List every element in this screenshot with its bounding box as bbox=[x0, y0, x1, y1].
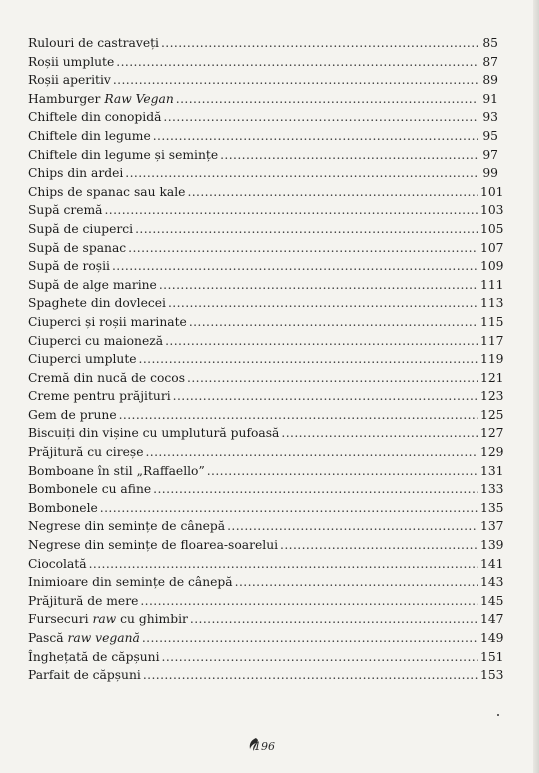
toc-entry-title-italic: Raw Vegan bbox=[104, 91, 174, 106]
dot-leader bbox=[140, 592, 478, 611]
toc-entry-title-text: Chips de spanac sau kale bbox=[28, 184, 186, 199]
toc-entry-title-text: Înghețată de căpșuni bbox=[28, 649, 160, 664]
toc-entry-title-text: Ciuperci și roșii marinate bbox=[28, 314, 187, 329]
toc-entry-title bbox=[28, 406, 117, 425]
toc-entry-page: 143 bbox=[480, 575, 504, 590]
toc-entry-page: 147 bbox=[480, 612, 504, 627]
toc-entry[interactable] bbox=[28, 499, 504, 518]
toc-entry-title-text: Bomboane în stil „Raffaello” bbox=[28, 463, 205, 478]
toc-entry-page: 135 bbox=[480, 500, 504, 515]
toc-entry-title-text: Ciuperci umplute bbox=[28, 352, 137, 367]
toc-entry[interactable] bbox=[28, 536, 504, 555]
toc-entry-title bbox=[28, 276, 157, 295]
toc-entry-title bbox=[28, 127, 151, 146]
toc-entry[interactable] bbox=[28, 183, 504, 202]
toc-entry[interactable] bbox=[28, 462, 504, 481]
dot-leader bbox=[190, 610, 478, 629]
dot-leader bbox=[227, 517, 478, 536]
toc-entry-page: 87 bbox=[482, 54, 498, 69]
toc-entry-page: 123 bbox=[480, 389, 504, 404]
dot-leader bbox=[176, 90, 478, 109]
toc-entry-title bbox=[28, 648, 160, 667]
toc-entry-page: 149 bbox=[480, 631, 504, 645]
toc-entry-page: 105 bbox=[480, 221, 504, 236]
toc-entry-title-text: Spaghete din dovlecei bbox=[28, 296, 166, 311]
toc-entry-title-text: Supă de roșii bbox=[28, 259, 110, 274]
toc-entry[interactable] bbox=[28, 369, 504, 388]
toc-entry-page: 153 bbox=[480, 668, 504, 683]
toc-entry-title bbox=[28, 146, 218, 165]
toc-entry-title bbox=[28, 183, 185, 202]
toc-entry-page: 91 bbox=[482, 91, 498, 106]
toc-entry-title-text: Bombonele bbox=[28, 500, 98, 515]
toc-entry-page: 137 bbox=[480, 519, 504, 534]
dot-leader bbox=[187, 369, 478, 388]
toc-entry-title-text: Creme pentru prăjituri bbox=[28, 389, 171, 404]
toc-entry-title-text: Roșii aperitiv bbox=[28, 73, 111, 88]
toc-entry-title-text: Pască bbox=[28, 631, 68, 645]
toc-entry[interactable] bbox=[28, 239, 504, 258]
toc-entry-title bbox=[28, 499, 98, 518]
toc-entry-title-text: Supă de ciuperci bbox=[28, 221, 134, 236]
toc-entry-title bbox=[28, 666, 141, 685]
toc-entry-title-text: Fursecuri bbox=[28, 612, 93, 627]
dot-leader bbox=[146, 443, 479, 462]
toc-entry[interactable] bbox=[28, 276, 504, 295]
toc-entry-title bbox=[28, 239, 126, 258]
toc-entry-page: 95 bbox=[482, 128, 498, 143]
toc-entry[interactable] bbox=[28, 350, 504, 369]
toc-entry-title-text: Prăjitură cu cireșe bbox=[28, 445, 144, 460]
dot-leader bbox=[119, 406, 478, 425]
table-of-contents bbox=[28, 34, 504, 685]
page-edge-shadow bbox=[533, 0, 539, 773]
dot-leader bbox=[125, 164, 478, 183]
toc-entry-page: 131 bbox=[480, 463, 504, 478]
toc-entry-title bbox=[28, 424, 279, 443]
toc-entry[interactable] bbox=[28, 573, 504, 592]
toc-entry-page: 89 bbox=[482, 73, 498, 88]
toc-entry-title bbox=[28, 201, 103, 220]
dot-leader bbox=[163, 108, 478, 127]
toc-entry[interactable] bbox=[28, 127, 498, 146]
toc-entry[interactable] bbox=[28, 555, 504, 574]
dot-leader bbox=[139, 350, 478, 369]
toc-entry[interactable] bbox=[28, 517, 504, 536]
toc-entry-page: 107 bbox=[480, 240, 504, 255]
toc-entry[interactable] bbox=[28, 406, 504, 425]
toc-entry-title bbox=[28, 536, 278, 555]
toc-entry-title bbox=[28, 313, 187, 332]
toc-entry[interactable] bbox=[28, 610, 504, 629]
dot-leader bbox=[135, 220, 478, 239]
toc-entry-title-text: Ciuperci cu maioneză bbox=[28, 333, 164, 348]
dot-leader bbox=[162, 648, 478, 667]
toc-entry-page: 115 bbox=[480, 314, 504, 329]
toc-entry[interactable] bbox=[28, 424, 504, 443]
toc-entry-page: 113 bbox=[480, 296, 504, 311]
toc-entry-title bbox=[28, 332, 163, 351]
dot-leader bbox=[143, 666, 478, 685]
toc-entry-title bbox=[28, 480, 151, 499]
toc-entry-page: 121 bbox=[480, 370, 504, 385]
dot-leader bbox=[189, 313, 478, 332]
toc-entry-title-text: Negrese din semințe de floarea-soarelui bbox=[28, 538, 279, 553]
toc-entry-title bbox=[28, 629, 140, 648]
toc-entry-title bbox=[28, 369, 185, 388]
toc-entry-page: 97 bbox=[482, 147, 498, 162]
toc-entry-title-text: Negrese din semințe de cânepă bbox=[28, 519, 226, 534]
toc-entry[interactable] bbox=[28, 108, 498, 127]
toc-entry-page: 133 bbox=[480, 482, 504, 497]
toc-entry-title bbox=[28, 387, 171, 406]
toc-entry-title-text: Rulouri de castraveți bbox=[28, 36, 159, 50]
toc-entry-title bbox=[28, 573, 233, 592]
dot-leader bbox=[89, 555, 478, 574]
toc-entry-page: 111 bbox=[480, 277, 504, 292]
toc-entry-title bbox=[28, 350, 137, 369]
toc-entry[interactable] bbox=[28, 71, 498, 90]
toc-entry[interactable] bbox=[28, 34, 498, 53]
toc-entry-title bbox=[28, 555, 87, 574]
toc-entry-title-text: Cremă din nucă de cocos bbox=[28, 370, 186, 385]
toc-entry-title-text: Supă de alge marine bbox=[28, 277, 157, 292]
toc-entry-title-text: Chiftele din legume și semințe bbox=[28, 147, 219, 162]
toc-entry[interactable] bbox=[28, 592, 504, 611]
toc-entry[interactable] bbox=[28, 257, 504, 276]
toc-entry-page: 109 bbox=[480, 259, 504, 274]
dot-leader bbox=[116, 53, 478, 72]
toc-entry-title bbox=[28, 220, 133, 239]
toc-entry-title bbox=[28, 610, 188, 629]
toc-entry-title-text: cu ghimbir bbox=[116, 612, 188, 627]
toc-entry-title-text: Biscuiți din vișine cu umplutură pufoasă bbox=[28, 426, 280, 441]
page-number: 196 bbox=[254, 740, 275, 753]
toc-entry[interactable] bbox=[28, 480, 504, 499]
toc-entry-page: 93 bbox=[482, 110, 498, 125]
toc-entry-page: 103 bbox=[480, 203, 504, 218]
dot-leader bbox=[153, 480, 478, 499]
toc-entry-title bbox=[28, 53, 114, 72]
dot-leader bbox=[153, 127, 478, 146]
toc-entry[interactable] bbox=[28, 332, 504, 351]
toc-entry[interactable] bbox=[28, 90, 498, 109]
toc-entry-title-text: Prăjitură de mere bbox=[28, 593, 139, 608]
toc-entry-title bbox=[28, 108, 161, 127]
toc-entry-page: 99 bbox=[482, 166, 498, 181]
toc-entry-title-text: Chiftele din legume bbox=[28, 128, 151, 143]
toc-entry-title bbox=[28, 294, 166, 313]
toc-entry-title bbox=[28, 34, 159, 53]
toc-entry-title bbox=[28, 517, 225, 536]
toc-entry-page: 151 bbox=[480, 649, 504, 664]
toc-entry-page: 117 bbox=[480, 333, 504, 348]
toc-entry-title-text: Inimioare din semințe de cânepă bbox=[28, 575, 233, 590]
toc-entry-title-text: Ciocolată bbox=[28, 556, 87, 571]
toc-entry-title-italic: raw bbox=[92, 612, 117, 627]
dot-leader bbox=[161, 34, 478, 53]
dot-leader bbox=[105, 201, 479, 220]
toc-entry[interactable] bbox=[28, 146, 498, 165]
dot-leader bbox=[128, 239, 478, 258]
toc-entry[interactable] bbox=[28, 629, 504, 648]
toc-entry-title-text: Gem de prune bbox=[28, 407, 117, 422]
toc-entry[interactable] bbox=[28, 313, 504, 332]
dot-leader bbox=[165, 332, 478, 351]
toc-entry[interactable] bbox=[28, 220, 504, 239]
toc-entry-page: 85 bbox=[482, 36, 498, 50]
dot-leader bbox=[100, 499, 478, 518]
toc-entry-title bbox=[28, 71, 111, 90]
toc-entry-page: 145 bbox=[480, 593, 504, 608]
toc-entry[interactable] bbox=[28, 648, 504, 667]
dot-leader bbox=[187, 183, 478, 202]
toc-entry[interactable] bbox=[28, 201, 504, 220]
toc-entry-title-text: Supă de spanac bbox=[28, 240, 127, 255]
dot-leader bbox=[235, 573, 478, 592]
toc-entry-page: 101 bbox=[480, 184, 504, 199]
toc-entry[interactable] bbox=[28, 294, 504, 313]
toc-entry-title-text: Chiftele din conopidă bbox=[28, 110, 162, 125]
toc-entry-title bbox=[28, 592, 138, 611]
toc-entry-page: 127 bbox=[480, 426, 504, 441]
toc-entry-title bbox=[28, 90, 174, 109]
toc-entry-page: 129 bbox=[480, 445, 504, 460]
toc-entry[interactable] bbox=[28, 53, 498, 72]
dot-leader bbox=[142, 629, 478, 648]
toc-entry-page: 119 bbox=[480, 352, 504, 367]
toc-entry[interactable] bbox=[28, 443, 504, 462]
toc-entry[interactable] bbox=[28, 164, 498, 183]
toc-entry-title-text: Supă cremă bbox=[28, 203, 103, 218]
dot-leader bbox=[220, 146, 478, 165]
dot-leader bbox=[112, 257, 478, 276]
toc-entry-title-italic: raw vegană bbox=[67, 631, 140, 645]
dot-leader bbox=[168, 294, 478, 313]
dot-leader bbox=[280, 536, 478, 555]
toc-entry[interactable] bbox=[28, 387, 504, 406]
toc-entry-title bbox=[28, 164, 123, 183]
dot-leader bbox=[159, 276, 478, 295]
toc-entry-title-text: Parfait de căpșuni bbox=[28, 668, 141, 683]
toc-entry-title-text: Chips din ardei bbox=[28, 166, 124, 181]
dot-leader bbox=[281, 424, 478, 443]
toc-entry-title bbox=[28, 462, 205, 481]
toc-entry-page: 141 bbox=[480, 556, 504, 571]
toc-entry-title-text: Bombonele cu afine bbox=[28, 482, 152, 497]
dot-leader bbox=[113, 71, 478, 90]
toc-entry-page: 139 bbox=[480, 538, 504, 553]
paper-speck bbox=[497, 714, 499, 716]
toc-entry-title bbox=[28, 257, 110, 276]
dot-leader bbox=[207, 462, 478, 481]
toc-entry[interactable] bbox=[28, 666, 504, 685]
dot-leader bbox=[173, 387, 478, 406]
toc-entry-page: 125 bbox=[480, 407, 504, 422]
toc-entry-title bbox=[28, 443, 144, 462]
toc-entry-title-text: Hamburger bbox=[28, 91, 105, 106]
toc-entry-title-text: Roșii umplute bbox=[28, 54, 115, 69]
